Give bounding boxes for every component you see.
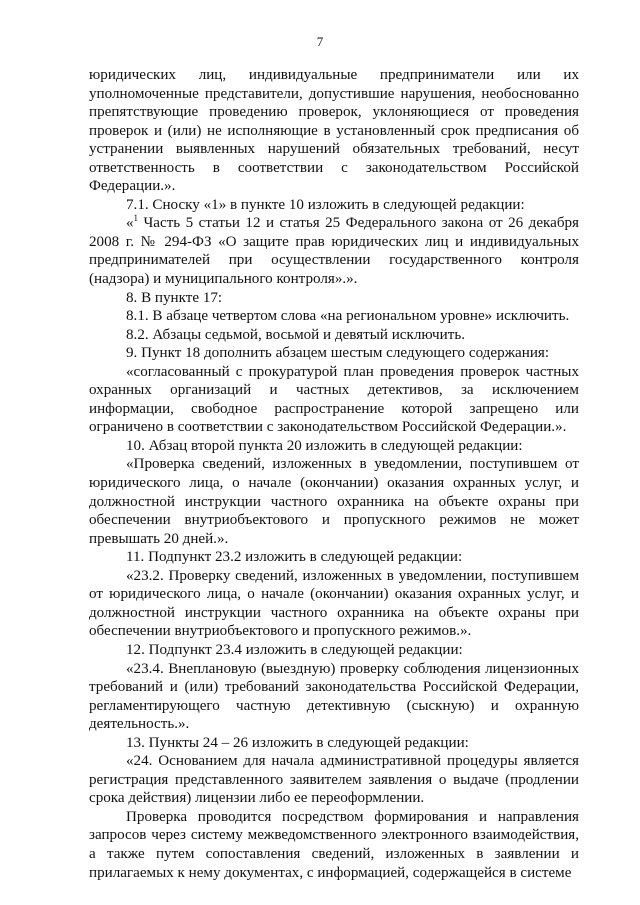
paragraph-text: «согласованный с прокуратурой план проведения проверок частных охранных организаций и частных детективов, за исключением информации, свободное распространение которой запрещено или ограничено в соответствии с законодательством Российской Федерации.».: [89, 363, 579, 436]
paragraph-text: 7.1. Сноску «1» в пункте 10 изложить в следующей редакции:: [126, 196, 525, 213]
paragraph-text: 13. Пункты 24 – 26 изложить в следующей редакции:: [126, 734, 469, 751]
paragraph-text: 12. Подпункт 23.4 изложить в следующей редакции:: [126, 641, 463, 658]
quote-mark: «: [126, 215, 134, 232]
paragraph: [89, 548, 579, 567]
paragraph: [89, 66, 579, 196]
paragraph-text: 8.2. Абзацы седьмой, восьмой и девятый исключить.: [126, 326, 465, 343]
paragraph: [89, 567, 579, 641]
paragraph-text: Часть 5 статьи 12 и статья 25 Федерального закона от 26 декабря 2008 г. № 294-ФЗ «О защите прав юридических лиц и индивидуальных предпринимателей при осуществлении государственного контроля (надзора) и муниципального контроля».».: [89, 215, 579, 288]
paragraph: [89, 363, 579, 437]
paragraph: [89, 752, 579, 808]
paragraph: [89, 437, 579, 456]
paragraph: [89, 307, 579, 326]
paragraph-text: 9. Пункт 18 дополнить абзацем шестым следующего содержания:: [126, 345, 550, 362]
paragraph-text: 10. Абзац второй пункта 20 изложить в следующей редакции:: [126, 437, 523, 454]
paragraph: [89, 326, 579, 345]
paragraph: [89, 214, 579, 288]
paragraph-text: «Проверка сведений, изложенных в уведомлении, поступившем от юридического лица, о начале (окончании) оказания охранных услуг, и должностной инструкции частного охранника на объекте охраны при обеспечении внутриобъектового и пропускного режимов не может превышать 20 дней.».: [89, 456, 579, 547]
paragraph-text: юридических лиц, индивидуальные предприниматели или их уполномоченные представители, допустившие нарушения, необоснованно препятствующие проведению проверок, уклоняющиеся от проведения проверок и (или) не исполняющие в установленный срок предписания об устранении выявленных нарушений обязательных требований, несут ответственность в соответствии с законодательством Российской Федерации.».: [89, 67, 579, 195]
paragraph: [89, 641, 579, 660]
footnote-marker: 1: [133, 213, 139, 224]
paragraph-text: 11. Подпункт 23.2 изложить в следующей редакции:: [126, 549, 463, 566]
paragraph-text: «23.2. Проверку сведений, изложенных в уведомлении, поступившем от юридического лица, о начале (окончании) оказания охранных услуг, и должностной инструкции частного охранника на объекте охраны при обеспечении внутриобъектового и пропускного режимов.».: [89, 567, 579, 640]
paragraph: [89, 196, 579, 215]
paragraph: [89, 808, 579, 882]
paragraph-text: «24. Основанием для начала административной процедуры является регистрация представленного заявителем заявления о выдаче (продлении срока действия) лицензии либо ее переоформлении.: [89, 753, 579, 807]
paragraph: [89, 660, 579, 734]
document-body: [89, 66, 579, 882]
page-number: 7: [316, 34, 324, 49]
paragraph: [89, 289, 579, 308]
paragraph-text: «23.4. Внеплановую (выездную) проверку соблюдения лицензионных требований и (или) требований законодательства Российской Федерации, регламентирующего частную детективную (сыскную) и охранную деятельность.».: [89, 660, 579, 733]
paragraph: [89, 734, 579, 753]
paragraph-text: Проверка проводится посредством формирования и направления запросов через систему межведомственного электронного взаимодействия, а также путем сопоставления сведений, изложенных в заявлении и прилагаемых к нему документах, с информацией, содержащейся в системе: [89, 808, 579, 881]
paragraph: [89, 455, 579, 548]
paragraph: [89, 344, 579, 363]
paragraph-text: 8. В пункте 17:: [126, 289, 223, 306]
paragraph-text: 8.1. В абзаце четвертом слова «на региональном уровне» исключить.: [126, 308, 570, 325]
